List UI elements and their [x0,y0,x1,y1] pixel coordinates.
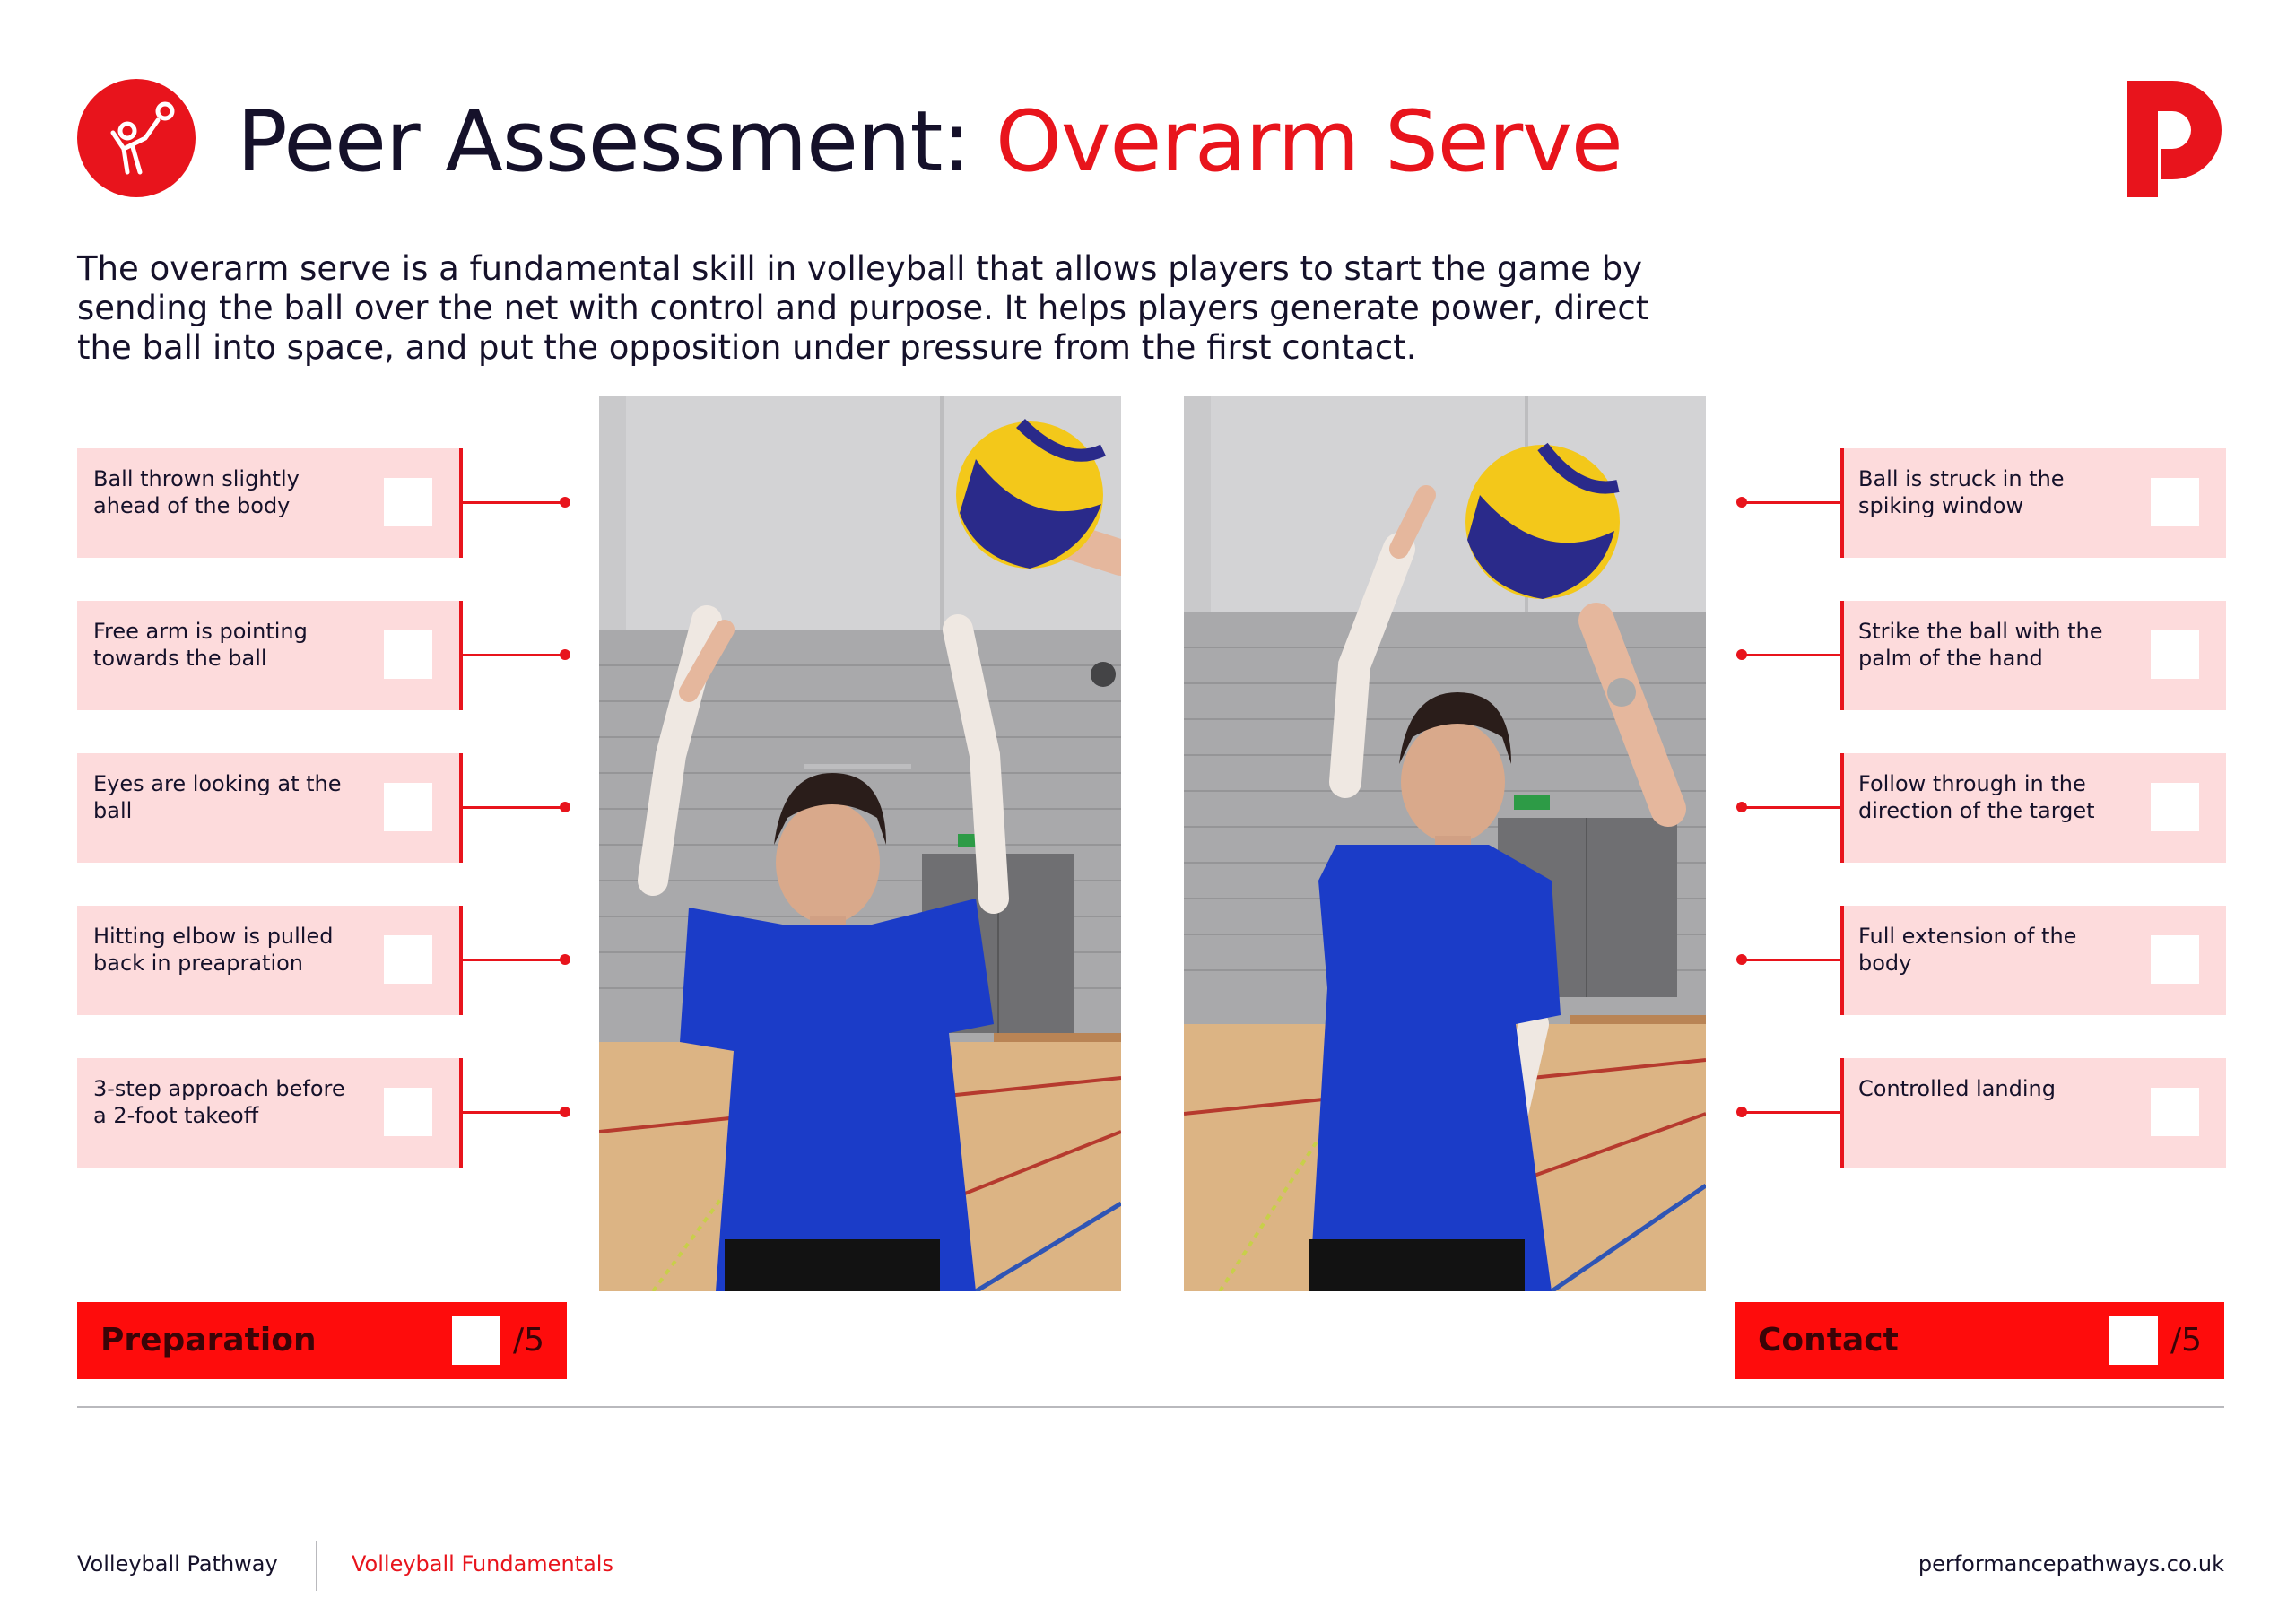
criteria-item [1840,448,2226,558]
checkbox[interactable] [384,630,432,679]
criteria-item [77,601,463,710]
connector-line [1742,501,1842,504]
preparation-score-input[interactable] [452,1316,500,1365]
preparation-score-bar [77,1302,567,1379]
criteria-text: Hitting elbow is pulled back in preapration [93,924,334,976]
criteria-text: 3-step approach before a 2-foot takeoff [93,1076,345,1128]
footer-pathway: Volleyball Pathway [77,1551,278,1576]
contact-score-input[interactable] [2109,1316,2158,1365]
criteria-item [77,1058,463,1168]
footer-website[interactable]: performancepathways.co.uk [1918,1551,2224,1576]
divider [77,1406,2224,1408]
criteria-text: Free arm is pointing towards the ball [93,619,308,671]
connector-line [463,806,563,809]
title-accent: Overarm Serve [995,93,1622,191]
connector-line [463,1111,563,1114]
criteria-item [77,448,463,558]
checkbox[interactable] [2151,935,2199,984]
contact-score-bar [1735,1302,2224,1379]
criteria-text: Eyes are looking at the ball [93,771,342,823]
preparation-photo [599,396,1121,1291]
criteria-text: Ball thrown slightly ahead of the body [93,466,300,518]
checkbox[interactable] [2151,630,2199,679]
criteria-text: Full extension of the body [1858,924,2077,976]
connector-dot [560,497,570,508]
checkbox[interactable] [2151,783,2199,831]
checkbox[interactable] [2151,1088,2199,1136]
checkbox[interactable] [384,478,432,526]
footer-separator [316,1541,317,1591]
checkbox[interactable] [384,935,432,984]
connector-line [1742,806,1842,809]
criteria-item [77,906,463,1015]
criteria-item [1840,906,2226,1015]
connector-line [463,654,563,656]
preparation-label: Preparation [100,1322,317,1359]
criteria-text: Follow through in the direction of the target [1858,771,2095,823]
intro-paragraph: The overarm serve is a fundamental skill in volleyball that allows players to start the game by sending the ball over the net with control and purpose. It helps players generate power, direct the ball into space, and put the opposition under pressure from the first contact. [77,249,1649,367]
connector-dot [560,649,570,660]
page-title [237,93,1622,192]
connector-line [463,501,563,504]
criteria-item [77,753,463,863]
checkbox[interactable] [384,783,432,831]
connector-dot [560,1107,570,1117]
criteria-text: Strike the ball with the palm of the hand [1858,619,2103,671]
connector-dot [560,954,570,965]
criteria-text: Ball is struck in the spiking window [1858,466,2065,518]
preparation-total: /5 [513,1322,545,1359]
contact-photo [1184,396,1706,1291]
title-prefix: Peer Assessment: [237,93,996,191]
connector-line [1742,1111,1842,1114]
footer-section: Volleyball Fundamentals [352,1551,613,1576]
connector-line [463,959,563,961]
connector-line [1742,654,1842,656]
criteria-text: Controlled landing [1858,1076,2056,1101]
connector-dot [560,802,570,812]
contact-total: /5 [2170,1322,2203,1359]
criteria-item [1840,601,2226,710]
performance-pathways-logo [2127,81,2226,197]
contact-label: Contact [1758,1322,1899,1359]
checkbox[interactable] [384,1088,432,1136]
checkbox[interactable] [2151,478,2199,526]
criteria-item [1840,753,2226,863]
connector-line [1742,959,1842,961]
volleyball-player-icon [77,79,196,197]
criteria-item [1840,1058,2226,1168]
